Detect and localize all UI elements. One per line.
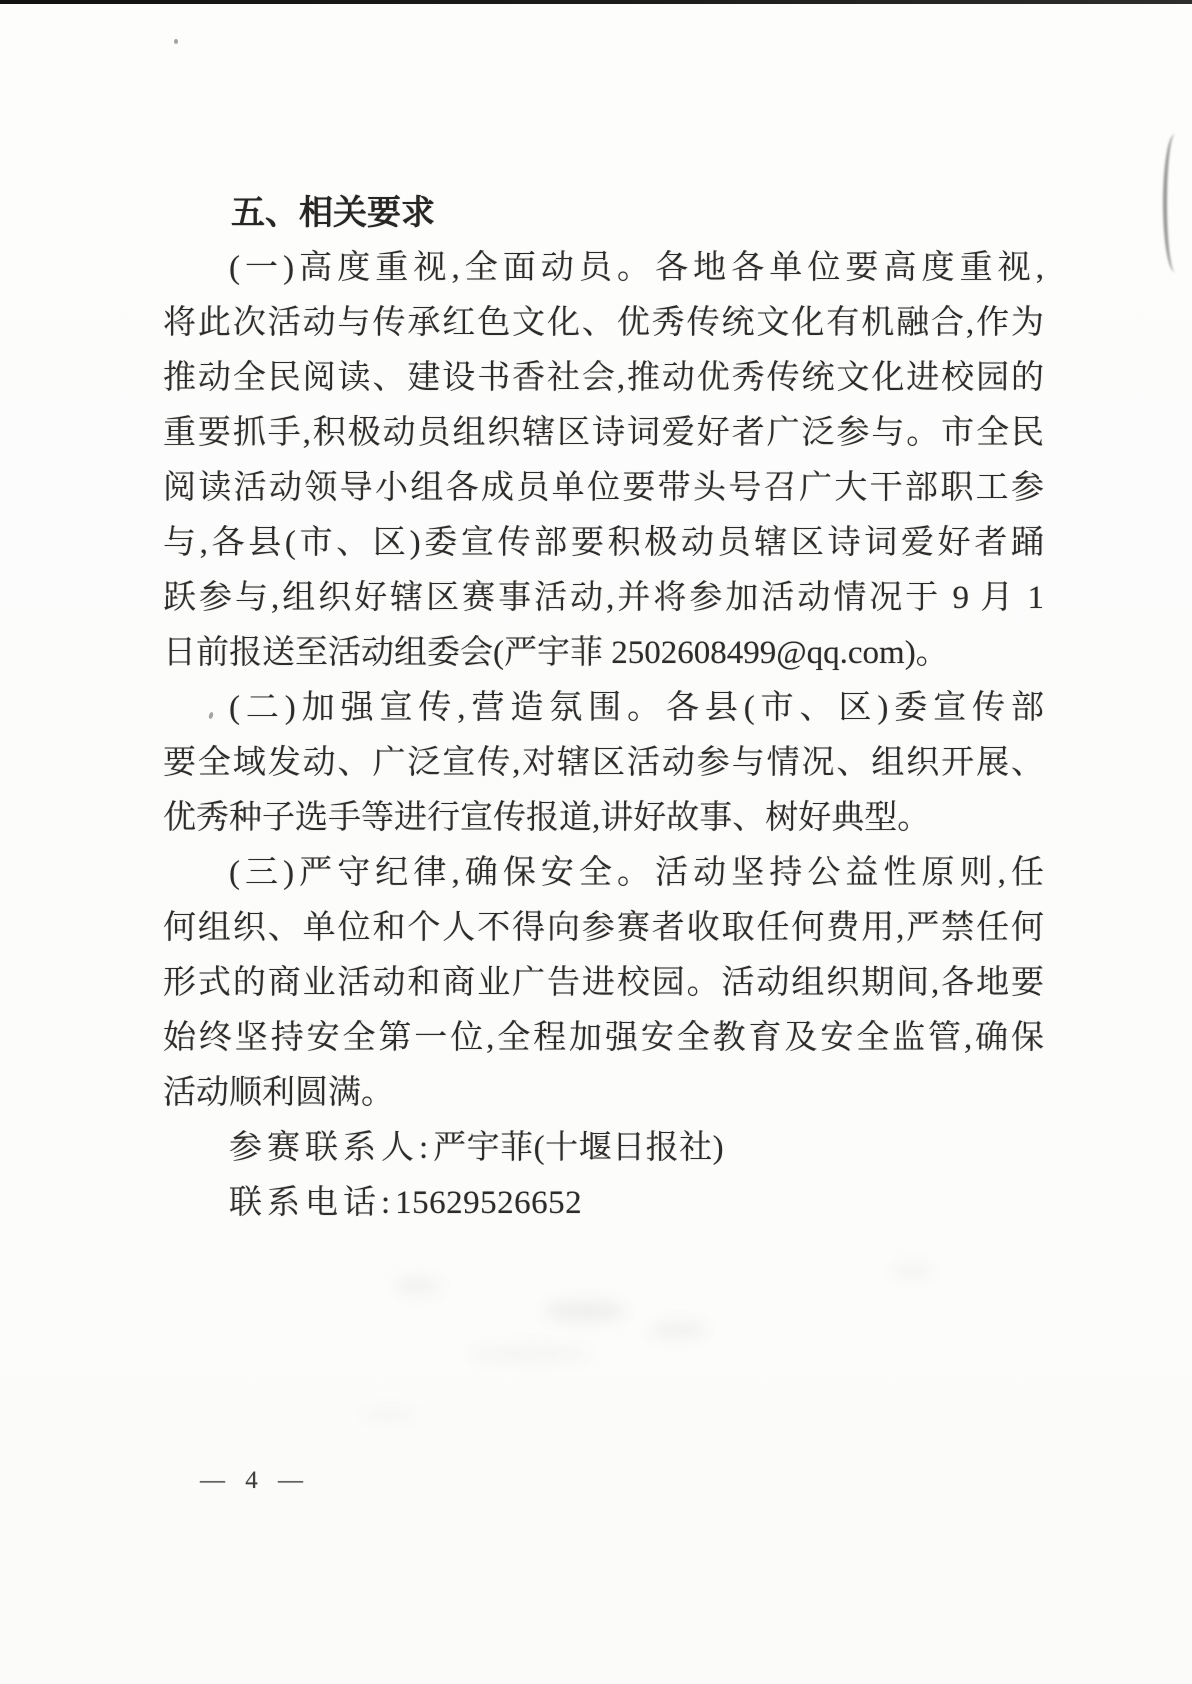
scan-crease-mark	[1163, 134, 1187, 272]
text-line: 跃参与,组织好辖区赛事活动,并将参加活动情况于 9 月 1	[163, 580, 1044, 616]
contact-phone-value: 15629526652	[395, 1185, 583, 1221]
contact-phone-line	[163, 1176, 1044, 1231]
scan-smudge	[892, 1264, 932, 1278]
text-line: 形式的商业活动和商业广告进校园。活动组织期间,各地要	[163, 965, 1044, 1001]
scan-smudge	[545, 1300, 625, 1322]
text-line: 何组织、单位和个人不得向参赛者收取任何费用,严禁任何	[163, 910, 1044, 946]
text-line: 活动顺利圆满。	[163, 1075, 394, 1111]
text-line: 阅读活动领导小组各成员单位要带头号召广大干部职工参	[163, 470, 1044, 506]
scan-top-edge	[0, 0, 1192, 4]
text-line: 与,各县(市、区)委宣传部要积极动员辖区诗词爱好者踊	[163, 525, 1044, 561]
text-line: 要全域发动、广泛宣传,对辖区活动参与情况、组织开展、	[163, 745, 1044, 781]
text-line: (一)高度重视,全面动员。各地各单位要高度重视,	[229, 250, 1044, 286]
text-line: 优秀种子选手等进行宣传报道,讲好故事、树好典型。	[163, 800, 931, 836]
text-line: 日前报送至活动组委会(严宇菲 2502608499@qq.com)。	[163, 635, 949, 671]
scan-smudge	[360, 1408, 420, 1422]
text-line: (三)严守纪律,确保安全。活动坚持公益性原则,任	[229, 855, 1044, 891]
contact-person-line	[163, 1121, 1044, 1176]
scan-smudge	[650, 1322, 706, 1338]
scan-smudge	[395, 1278, 441, 1294]
text-line: (二)加强宣传,营造氛围。各县(市、区)委宣传部	[229, 690, 1044, 726]
text-line: 推动全民阅读、建设书香社会,推动优秀传统文化进校园的	[163, 360, 1044, 396]
text-line: 重要抓手,积极动员组织辖区诗词爱好者广泛参与。市全民	[163, 415, 1044, 451]
text-line: 始终坚持安全第一位,全程加强安全教育及安全监管,确保	[163, 1020, 1044, 1056]
text-line: 将此次活动与传承红色文化、优秀传统文化有机融合,作为	[163, 305, 1044, 341]
contact-person-value: 严宇菲(十堰日报社)	[433, 1130, 725, 1166]
scan-speck	[174, 39, 178, 44]
contact-person-label: 参赛联系人:	[229, 1130, 434, 1166]
section-heading: 五、相关要求	[231, 194, 435, 232]
scan-smudge	[470, 1345, 590, 1363]
page-number: — 4 —	[200, 1467, 310, 1494]
contact-phone-label: 联系电话:	[229, 1185, 396, 1221]
document-body	[163, 186, 1044, 1231]
